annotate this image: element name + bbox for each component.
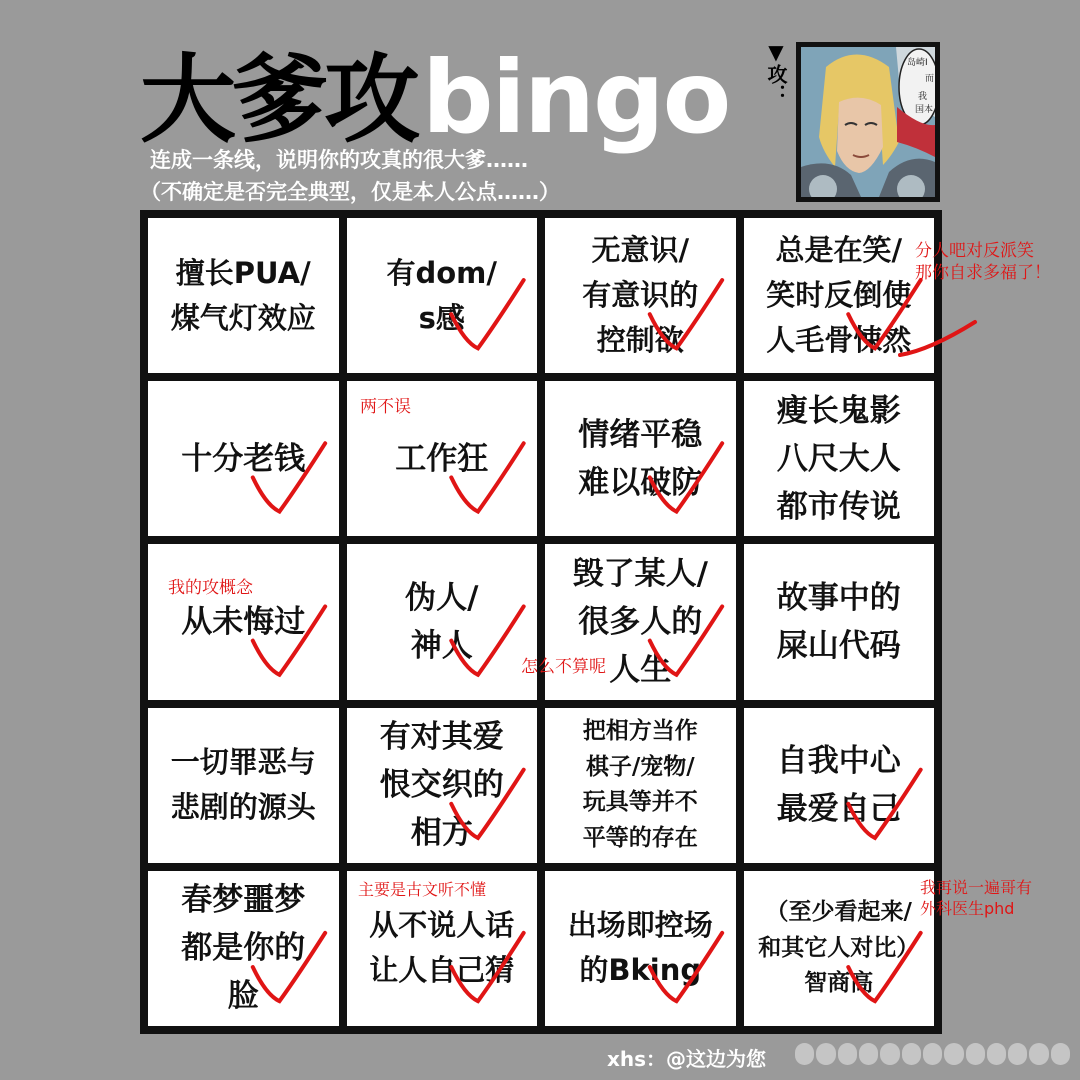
bingo-cell-text: 故事中的 屎山代码 <box>776 579 901 664</box>
bingo-cell-text: 无意识/ 有意识的 控制欲 <box>582 233 699 358</box>
bingo-cell[interactable] <box>744 218 935 373</box>
bingo-cell[interactable] <box>148 871 339 1026</box>
bingo-cell[interactable] <box>347 544 538 699</box>
bingo-grid <box>140 210 942 1034</box>
bubble-text-2: 而 <box>925 74 935 84</box>
bubble-text-4: 国本 <box>915 105 934 115</box>
note-surgeon-phd: 我再说一遍哥有 外科医生phd <box>920 878 1033 918</box>
bingo-cell[interactable] <box>148 708 339 863</box>
bingo-cell-text: 有dom/ s感 <box>386 255 497 335</box>
bingo-cell[interactable] <box>148 544 339 699</box>
bingo-cell[interactable] <box>744 544 935 699</box>
footer-redacted-text <box>795 1043 1070 1069</box>
note-classical-chinese: 主要是古文听不懂 <box>358 880 487 899</box>
bingo-cell[interactable] <box>148 218 339 373</box>
portrait-illustration <box>801 47 935 197</box>
bingo-cell[interactable] <box>744 871 935 1026</box>
bingo-cell-text: 从不说人话 让人自己猜 <box>369 908 515 988</box>
bingo-cell-text: 一切罪恶与 悲剧的源头 <box>170 745 316 825</box>
bingo-cell-text: 工作狂 <box>395 440 489 477</box>
bingo-cell-text: 从未悔过 <box>181 603 306 640</box>
bingo-cell[interactable] <box>545 218 736 373</box>
bingo-cell[interactable] <box>744 708 935 863</box>
bingo-cell[interactable] <box>148 381 339 536</box>
subtitle-line-1: 连成一条线，说明你的攻真的很大爹…… <box>150 148 528 172</box>
subtitle-line-2: （不确定是否完全典型，仅是本人公点……） <box>140 180 560 204</box>
title-chinese: 大爹攻 <box>140 44 416 156</box>
bingo-cell-text: 情绪平稳 难以破防 <box>578 416 703 501</box>
bingo-cell-text: 自我中心 最爱自己 <box>776 743 901 828</box>
bingo-cell[interactable] <box>347 708 538 863</box>
note-why-not: 怎么不算呢 <box>521 657 606 677</box>
note-anti-hero: 分人吧对反派笑 那你自求多福了！ <box>915 241 1051 284</box>
bingo-cell[interactable] <box>545 708 736 863</box>
bingo-cell-text: 擅长PUA/ 煤气灯效应 <box>170 255 316 335</box>
note-concept: 我的攻概念 <box>168 578 253 598</box>
bingo-cell[interactable] <box>347 218 538 373</box>
bingo-cell[interactable] <box>744 381 935 536</box>
page-title <box>140 28 730 156</box>
bingo-cell-text: 总是在笑/ 笑时反倒使 人毛骨悚然 <box>766 233 912 358</box>
bubble-text-1: 岛崎I <box>907 58 928 68</box>
gong-marker-text: ▼攻： <box>764 40 788 104</box>
bingo-cell-text: 十分老钱 <box>181 440 306 477</box>
bingo-cell-text: 瘦长鬼影 八尺大人 都市传说 <box>776 392 901 525</box>
bubble-text-3: 我 <box>918 92 928 102</box>
bingo-cell-text: 把相方当作 棋子/宠物/ 玩具等并不 平等的存在 <box>582 717 698 851</box>
bingo-cell-text: 出场即控场 的Bking <box>567 908 713 988</box>
bingo-cell-text: 伪人/ 神人 <box>405 579 479 664</box>
gong-marker-label <box>762 40 790 108</box>
character-portrait <box>796 42 940 202</box>
bingo-cell[interactable] <box>545 381 736 536</box>
note-both: 两不误 <box>360 397 411 417</box>
title-english: bingo <box>422 39 730 156</box>
footer-handle: xhs：@这边为您 <box>607 1047 767 1071</box>
bingo-cell-text: 春梦噩梦 都是你的 脸 <box>181 882 306 1015</box>
bingo-cell-text: 有对其爱 恨交织的 相方 <box>379 719 504 852</box>
bingo-cell-text: （至少看起来/ 和其它人对比） 智商高 <box>758 898 920 997</box>
bingo-cell-text: 毁了某人/ 很多人的 人生 <box>572 555 708 688</box>
bingo-cell[interactable] <box>545 871 736 1026</box>
